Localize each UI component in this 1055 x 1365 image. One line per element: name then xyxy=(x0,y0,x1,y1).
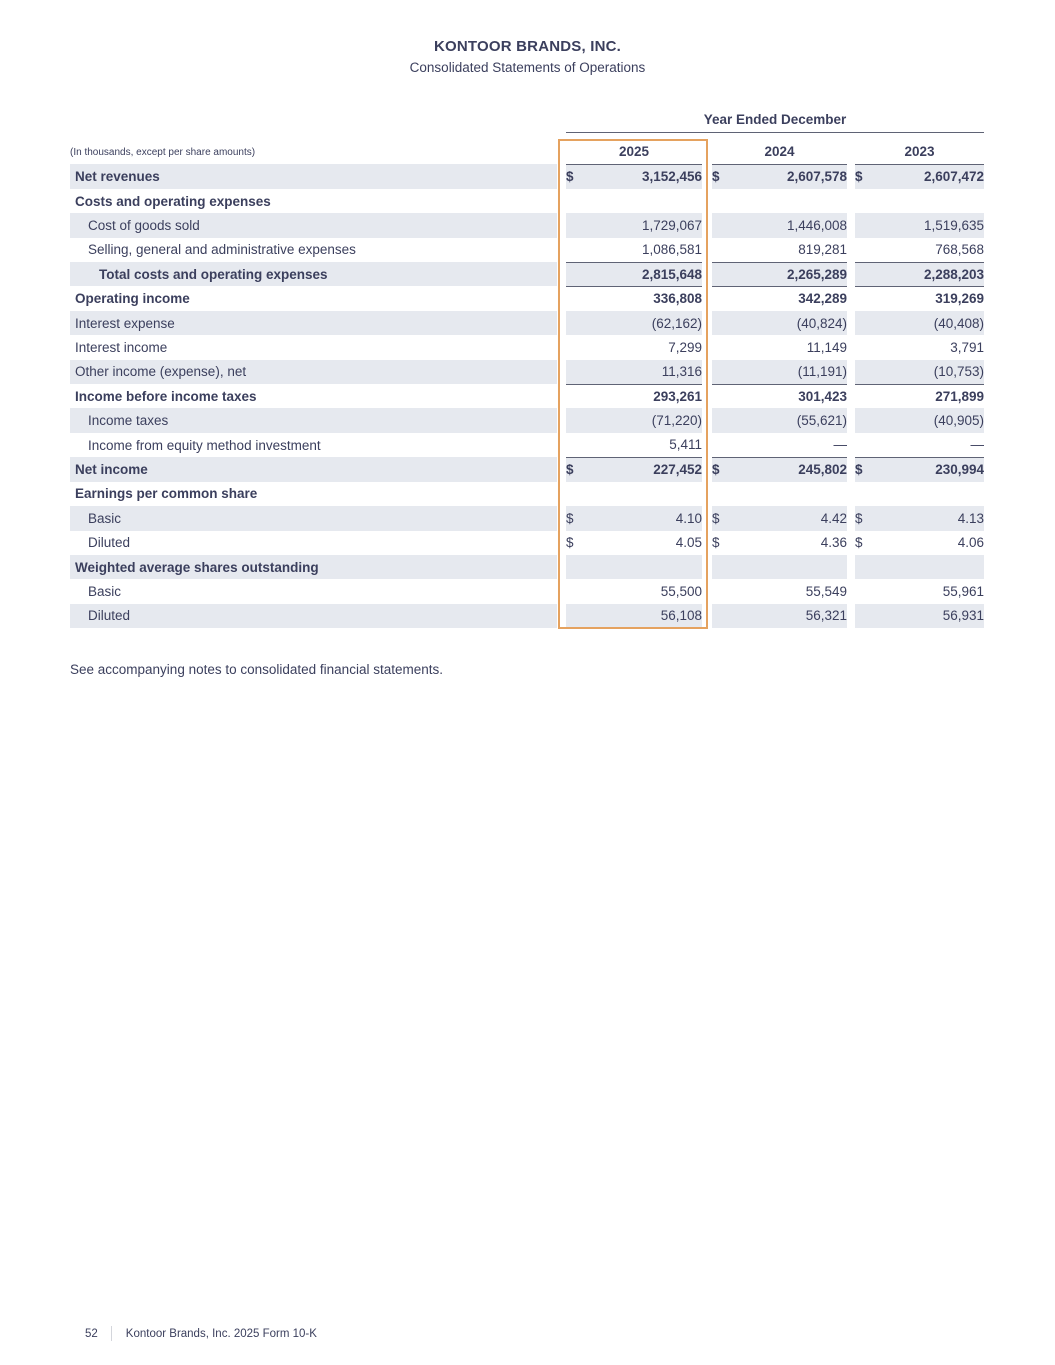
cell-value: 7,299 xyxy=(668,339,703,355)
cell-value: 4.42 xyxy=(734,506,847,530)
table-row xyxy=(70,506,984,530)
column-gutter xyxy=(847,579,855,603)
dollar-sign xyxy=(566,213,588,237)
dollar-sign xyxy=(855,262,877,286)
row-label: Selling, general and administrative expenses xyxy=(88,242,356,258)
column-gutter xyxy=(702,531,712,555)
table-row xyxy=(70,457,984,481)
column-gutter xyxy=(847,555,855,579)
cell-value: 56,931 xyxy=(877,604,984,628)
column-gutter xyxy=(847,604,855,628)
row-label: Interest income xyxy=(75,339,168,355)
dollar-sign xyxy=(855,482,877,506)
row-label: Net income xyxy=(70,457,557,481)
column-gutter xyxy=(702,579,712,603)
dollar-sign: $ xyxy=(712,535,720,551)
dollar-sign xyxy=(855,604,877,628)
dollar-sign: $ xyxy=(855,535,863,551)
dollar-sign xyxy=(566,360,588,384)
row-label: Cost of goods sold xyxy=(70,213,557,237)
cell-value: 2,607,578 xyxy=(734,164,847,188)
column-gutter xyxy=(702,457,712,481)
cell-value: 4.36 xyxy=(820,535,848,551)
row-label: Total costs and operating expenses xyxy=(70,262,557,286)
dollar-sign xyxy=(712,189,734,213)
table-row xyxy=(70,579,984,603)
column-gutter xyxy=(702,482,712,506)
dollar-sign xyxy=(712,286,734,310)
cell-value: 227,452 xyxy=(588,457,702,481)
dollar-sign xyxy=(855,213,877,237)
column-gutter xyxy=(702,408,712,432)
dollar-sign xyxy=(712,408,734,432)
column-gutter xyxy=(847,335,855,359)
dollar-sign xyxy=(855,189,877,213)
dollar-sign xyxy=(566,408,588,432)
column-gutter xyxy=(557,311,566,335)
cell-value: 819,281 xyxy=(734,238,847,262)
cell-value: 3,152,456 xyxy=(588,164,702,188)
row-label: Diluted xyxy=(88,535,131,551)
column-gutter xyxy=(847,384,855,408)
table-row xyxy=(70,262,984,286)
column-gutter xyxy=(557,286,566,310)
cell-value: 342,289 xyxy=(798,291,848,307)
column-gutter xyxy=(847,164,855,188)
column-gutter xyxy=(557,457,566,481)
cell-value xyxy=(734,189,847,213)
cell-value: 4.13 xyxy=(877,506,984,530)
dollar-sign xyxy=(855,286,877,310)
column-gutter xyxy=(557,238,566,262)
row-label: Interest expense xyxy=(70,311,557,335)
cell-value: (40,408) xyxy=(877,311,984,335)
cell-value: 245,802 xyxy=(734,457,847,481)
dollar-sign xyxy=(566,311,588,335)
column-gutter xyxy=(557,604,566,628)
cell-value: 56,321 xyxy=(734,604,847,628)
column-header-2025: 2025 xyxy=(566,140,702,164)
statements-table-body xyxy=(70,140,984,628)
table-row xyxy=(70,213,984,237)
dollar-sign: $ xyxy=(855,457,877,481)
table-row xyxy=(70,408,984,432)
dollar-sign xyxy=(712,384,734,408)
cell-value: 2,815,648 xyxy=(588,262,702,286)
column-gutter xyxy=(557,555,566,579)
column-gutter xyxy=(847,433,855,457)
dollar-sign xyxy=(566,286,588,310)
column-gutter xyxy=(702,189,712,213)
row-label: Operating income xyxy=(75,291,190,307)
column-gutter xyxy=(702,335,712,359)
cell-value: (11,191) xyxy=(734,360,847,384)
row-label: Weighted average shares outstanding xyxy=(70,555,557,579)
cell-value xyxy=(588,555,702,579)
row-label: Income taxes xyxy=(70,408,557,432)
cell-value: (62,162) xyxy=(588,311,702,335)
dollar-sign xyxy=(712,238,734,262)
column-header-2023: 2023 xyxy=(855,140,984,164)
dollar-sign xyxy=(566,555,588,579)
dollar-sign xyxy=(566,579,588,603)
row-label: Income before income taxes xyxy=(75,388,257,404)
dollar-sign: $ xyxy=(712,506,734,530)
cell-value: 1,086,581 xyxy=(588,238,702,262)
footer-form-title: Kontoor Brands, Inc. 2025 Form 10-K xyxy=(125,1327,317,1340)
cell-value: 319,269 xyxy=(935,291,985,307)
dollar-sign xyxy=(712,433,734,457)
column-gutter xyxy=(702,360,712,384)
dollar-sign: $ xyxy=(566,164,588,188)
dollar-sign: $ xyxy=(855,506,877,530)
dollar-sign xyxy=(712,555,734,579)
column-gutter xyxy=(557,262,566,286)
cell-value: 293,261 xyxy=(653,389,703,405)
column-gutter xyxy=(557,335,566,359)
table-row xyxy=(70,482,984,506)
dollar-sign xyxy=(712,335,734,359)
dollar-sign xyxy=(712,262,734,286)
table-row xyxy=(70,311,984,335)
row-label: Diluted xyxy=(70,604,557,628)
dollar-sign: $ xyxy=(712,164,734,188)
dollar-sign: $ xyxy=(566,506,588,530)
column-gutter xyxy=(702,262,712,286)
cell-value: 230,994 xyxy=(877,457,984,481)
page-subtitle: Consolidated Statements of Operations xyxy=(409,60,646,75)
column-gutter xyxy=(847,286,855,310)
cell-value xyxy=(588,482,702,506)
column-gutter xyxy=(847,213,855,237)
dollar-sign xyxy=(712,311,734,335)
dollar-sign: $ xyxy=(712,457,734,481)
column-gutter xyxy=(847,408,855,432)
column-gutter xyxy=(702,311,712,335)
table-row xyxy=(70,189,984,213)
dollar-sign xyxy=(566,262,588,286)
cell-value: (40,824) xyxy=(734,311,847,335)
cell-value: 56,108 xyxy=(588,604,702,628)
column-gutter xyxy=(557,579,566,603)
dollar-sign xyxy=(712,360,734,384)
footer-page-number: 52 xyxy=(85,1327,98,1340)
table-row xyxy=(70,164,984,188)
cell-value: (40,905) xyxy=(877,408,984,432)
column-gutter xyxy=(847,189,855,213)
cell-value: — xyxy=(877,433,984,457)
column-gutter xyxy=(557,408,566,432)
cell-value: 55,961 xyxy=(942,584,985,600)
column-gutter xyxy=(557,482,566,506)
cell-value: 4.05 xyxy=(675,535,703,551)
cell-value: 1,519,635 xyxy=(877,213,984,237)
column-gutter xyxy=(847,360,855,384)
column-gutter xyxy=(847,262,855,286)
row-label: Basic xyxy=(88,584,122,600)
column-gutter xyxy=(702,604,712,628)
dollar-sign xyxy=(712,482,734,506)
cell-value: — xyxy=(734,433,847,457)
column-gutter xyxy=(557,506,566,530)
column-gutter xyxy=(702,286,712,310)
dollar-sign xyxy=(566,482,588,506)
dollar-sign xyxy=(855,384,877,408)
column-gutter xyxy=(557,140,566,164)
cell-value xyxy=(877,482,984,506)
statements-table xyxy=(70,140,984,628)
cell-value: 1,446,008 xyxy=(734,213,847,237)
cell-value xyxy=(734,482,847,506)
cell-value: 271,899 xyxy=(935,389,985,405)
column-gutter xyxy=(847,457,855,481)
column-gutter xyxy=(847,140,855,164)
column-gutter xyxy=(847,238,855,262)
dollar-sign xyxy=(566,238,588,262)
cell-value: 1,729,067 xyxy=(588,213,702,237)
dollar-sign xyxy=(566,335,588,359)
column-gutter xyxy=(557,213,566,237)
dollar-sign xyxy=(855,311,877,335)
table-row xyxy=(70,238,984,262)
dollar-sign xyxy=(855,238,877,262)
year-ended-group-header: Year Ended December xyxy=(566,112,984,133)
column-gutter xyxy=(702,506,712,530)
dollar-sign: $ xyxy=(566,457,588,481)
column-gutter xyxy=(847,531,855,555)
cell-value: 11,149 xyxy=(806,339,848,355)
cell-value: 55,500 xyxy=(660,584,703,600)
dollar-sign xyxy=(712,604,734,628)
cell-value xyxy=(877,189,984,213)
cell-value: 4.10 xyxy=(588,506,702,530)
footer-divider xyxy=(111,1326,112,1341)
column-gutter xyxy=(557,164,566,188)
dollar-sign xyxy=(855,433,877,457)
cell-value: (55,621) xyxy=(734,408,847,432)
column-gutter xyxy=(557,433,566,457)
column-gutter xyxy=(557,384,566,408)
row-label: Income from equity method investment xyxy=(88,437,321,453)
cell-value: 768,568 xyxy=(877,238,984,262)
table-row xyxy=(70,531,984,555)
dollar-sign xyxy=(855,579,877,603)
dollar-sign xyxy=(566,604,588,628)
cell-value xyxy=(734,555,847,579)
table-row xyxy=(70,384,984,408)
column-gutter xyxy=(847,482,855,506)
cell-value xyxy=(877,555,984,579)
cell-value xyxy=(588,189,702,213)
cell-value: 11,316 xyxy=(588,360,702,384)
table-row xyxy=(70,360,984,384)
column-gutter xyxy=(557,360,566,384)
dollar-sign xyxy=(855,555,877,579)
row-label: Costs and operating expenses xyxy=(75,193,271,209)
table-row xyxy=(70,335,984,359)
dollar-sign xyxy=(566,189,588,213)
dollar-sign xyxy=(712,213,734,237)
row-label: Basic xyxy=(70,506,557,530)
page-title: KONTOOR BRANDS, INC. xyxy=(433,38,622,55)
dollar-sign xyxy=(712,579,734,603)
row-label: Other income (expense), net xyxy=(70,360,557,384)
dollar-sign: $ xyxy=(855,164,877,188)
column-gutter xyxy=(557,531,566,555)
table-row xyxy=(70,286,984,310)
cell-value: 2,607,472 xyxy=(877,164,984,188)
column-gutter xyxy=(557,189,566,213)
column-gutter xyxy=(847,311,855,335)
column-gutter xyxy=(702,164,712,188)
dollar-sign xyxy=(855,408,877,432)
dollar-sign xyxy=(566,433,588,457)
cell-value: 301,423 xyxy=(798,389,848,405)
cell-value: 4.06 xyxy=(957,535,985,551)
cell-value: (71,220) xyxy=(588,408,702,432)
cell-value: 3,791 xyxy=(950,339,985,355)
column-gutter xyxy=(702,384,712,408)
dollar-sign xyxy=(855,360,877,384)
row-label: Earnings per common share xyxy=(75,486,258,502)
cell-value: (10,753) xyxy=(877,360,984,384)
cell-value: 55,549 xyxy=(805,584,848,600)
table-row xyxy=(70,433,984,457)
dollar-sign xyxy=(855,335,877,359)
table-row xyxy=(70,604,984,628)
cell-value: 5,411 xyxy=(588,433,702,457)
column-gutter xyxy=(702,555,712,579)
column-gutter xyxy=(702,140,712,164)
column-gutter xyxy=(702,433,712,457)
footnote: See accompanying notes to consolidated financial statements. xyxy=(70,662,443,677)
cell-value: 336,808 xyxy=(653,291,703,307)
column-gutter xyxy=(847,506,855,530)
dollar-sign xyxy=(566,384,588,408)
table-header-row xyxy=(70,140,984,164)
unit-note: (In thousands, except per share amounts) xyxy=(70,146,256,158)
column-header-2024: 2024 xyxy=(712,140,847,164)
page-footer xyxy=(85,1326,317,1341)
dollar-sign: $ xyxy=(566,535,574,551)
row-label: Net revenues xyxy=(70,164,557,188)
cell-value: 2,265,289 xyxy=(734,262,847,286)
column-gutter xyxy=(702,238,712,262)
column-gutter xyxy=(702,213,712,237)
cell-value: 2,288,203 xyxy=(877,262,984,286)
table-row xyxy=(70,555,984,579)
